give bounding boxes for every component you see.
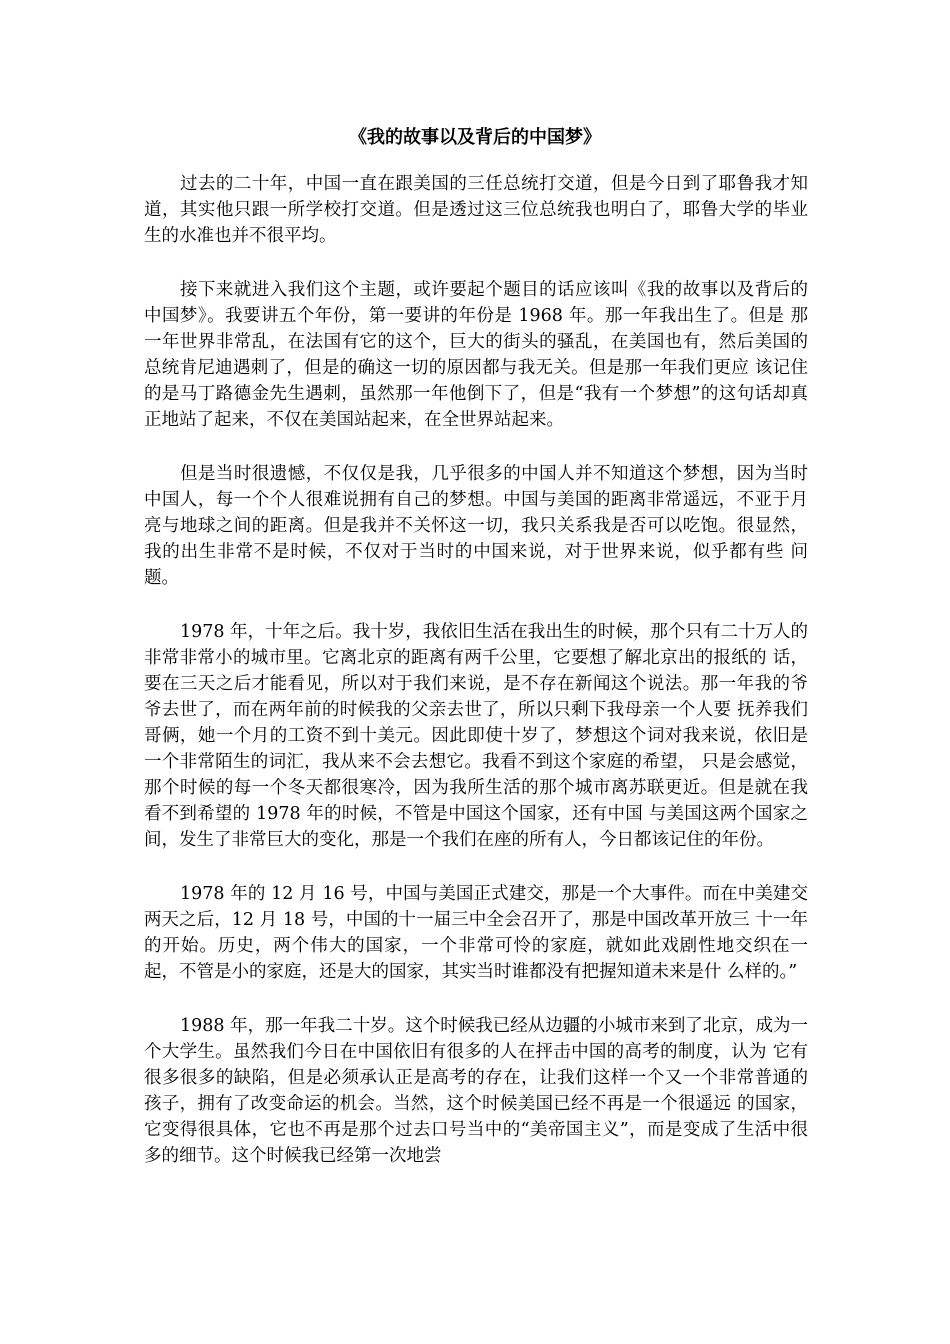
document-body xyxy=(144,171,808,1169)
paragraph-6: 1988 年，那一年我二十岁。这个时候我已经从边疆的小城市来到了北京，成为一个大学生。虽然我们今日在中国依旧有很多的人在抨击中国的高考的制度，认为 它有很多很多的缺陷，但是必须承认正是高考的存在，让我们这样一个又一个非常普通的孩子，拥有了改变命运的机会。当然，这个时候美国已经不再是一个很遥远 的国家，它变得很具体，它也不再是那个过去口号当中的“美帝国主义”，而是变成了生活中很多的细节。这个时候我已经第一次地尝 xyxy=(144,1016,808,1166)
paragraph-1: 过去的二十年，中国一直在跟美国的三任总统打交道，但是今日到了耶鲁我才知道，其实他只跟一所学校打交道。但是透过这三位总统我也明白了，耶鲁大学的毕业生的水准也并不很平均。 xyxy=(144,174,808,246)
paragraph-3: 但是当时很遗憾，不仅仅是我，几乎很多的中国人并不知道这个梦想，因为当时中国人，每一个个人很难说拥有自己的梦想。中国与美国的距离非常遥远，不亚于月 亮与地球之间的距离。但是我并不关怀这一切，我只关系我是否可以吃饱。很显然，我的出生非常不是时候，不仅对于当时的中国来说，对于世界来说，似乎都有些 问题。 xyxy=(144,464,808,588)
paragraph-2: 接下来就进入我们这个主题，或许要起个题目的话应该叫《我的故事以及背后的中国梦》。我要讲五个年份，第一要讲的年份是 1968 年。那一年我出生了。但是 那一年世界非常乱，在法国有它的这个，巨大的街头的骚乱，在美国也有，然后美国的总统肯尼迪遇刺了，但是的确这一切的原因都与我无关。但是那一年我们更应 该记住的是马丁路德金先生遇刺，虽然那一年他倒下了，但是“我有一个梦想”的这句话却真正地站了起来，不仅在美国站起来，在全世界站起来。 xyxy=(144,280,808,430)
paragraph-5: 1978 年的 12 月 16 号，中国与美国正式建交，那是一个大事件。而在中美建交两天之后，12 月 18 号，中国的十一届三中全会召开了，那是中国改革开放三 十一年的开始。历史，两个伟大的国家，一个非常可怜的家庭，就如此戏剧性地交织在一起，不管是小的家庭，还是大的国家，其实当时谁都没有把握知道未来是什 么样的。” xyxy=(144,884,808,982)
document-title: 《我的故事以及背后的中国梦》 xyxy=(349,127,601,148)
paragraph-4: 1978 年，十年之后。我十岁，我依旧生活在我出生的时候，那个只有二十万人的非常非常小的城市里。它离北京的距离有两千公里，它要想了解北京出的报纸的 话，要在三天之后才能看见，所以对于我们来说，是不存在新闻这个说法。那一年我的爷爷去世了，而在两年前的时候我的父亲去世了，所以只剩下我母亲一个人要 抚养我们哥俩，她一个月的工资不到十美元。因此即使十岁了，梦想这个词对我来说，依旧是一个非常陌生的词汇，我从来不会去想它。我看不到这个家庭的希望， 只是会感觉，那个时候的每一个冬天都很寒冷，因为我所生活的那个城市离苏联更近。但是就在我看不到希望的 1978 年的时候，不管是中国这个国家，还有中国 与美国这两个国家之间，发生了非常巨大的变化，那是一个我们在座的所有人，今日都该记住的年份。 xyxy=(144,622,808,850)
